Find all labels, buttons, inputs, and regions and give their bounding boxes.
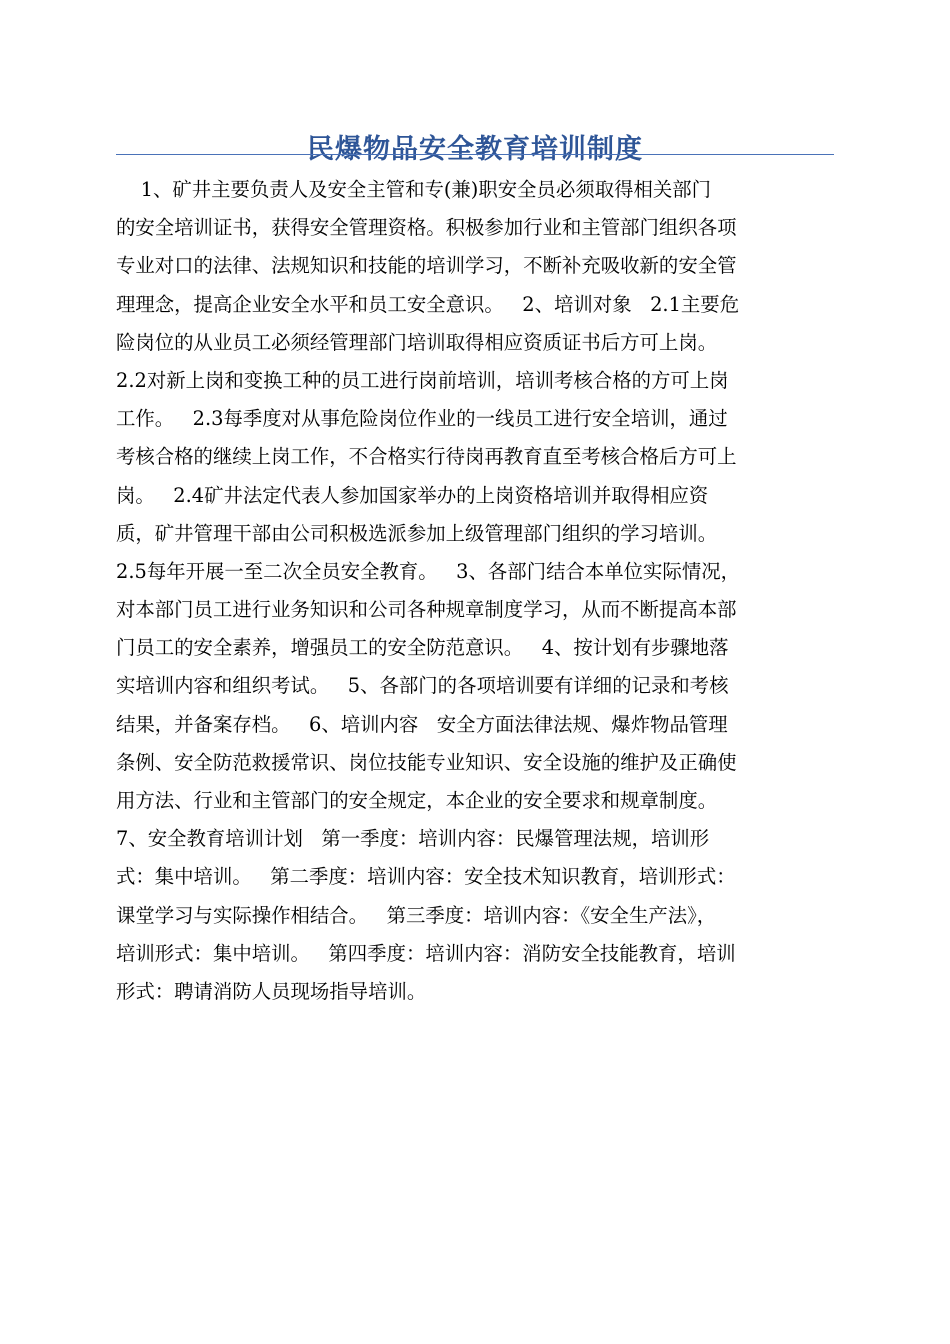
- body-line: 2.2对新上岗和变换工种的员工进行岗前培训，培训考核合格的方可上岗: [116, 368, 729, 392]
- document-title: 民爆物品安全教育培训制度: [307, 134, 643, 166]
- body-line: 条例、安全防范救援常识、岗位技能专业知识、安全设施的维护及正确使: [116, 750, 737, 774]
- body-line: 险岗位的从业员工必须经管理部门培训取得相应资质证书后方可上岗。: [116, 330, 718, 354]
- body-line: 对本部门员工进行业务知识和公司各种规章制度学习，从而不断提高本部: [116, 598, 737, 622]
- body-line: 理理念，提高企业安全水平和员工安全意识。 2、培训对象 2.1主要危: [116, 292, 740, 316]
- body-line: 考核合格的继续上岗工作，不合格实行待岗再教育直至考核合格后方可上: [116, 445, 737, 469]
- body-line: 的安全培训证书，获得安全管理资格。积极参加行业和主管部门组织各项: [116, 216, 737, 240]
- body-line: 质，矿井管理干部由公司积极选派参加上级管理部门组织的学习培训。: [116, 521, 718, 545]
- body-line: 1、矿井主要负责人及安全主管和专(兼)职安全员必须取得相关部门: [116, 178, 712, 201]
- body-line: 结果，并备案存档。 6、培训内容 安全方面法律法规、爆炸物品管理: [116, 712, 728, 736]
- body-line: 门员工的安全素养，增强员工的安全防范意识。 4、按计划有步骤地落: [116, 636, 729, 660]
- body-line: 2.5每年开展一至二次全员安全教育。 3、各部门结合本单位实际情况，: [116, 559, 740, 583]
- body-line: 用方法、行业和主管部门的安全规定，本企业的安全要求和规章制度。: [116, 789, 718, 812]
- body-line: 式：集中培训。 第二季度：培训内容：安全技术知识教育，培训形式：: [116, 865, 736, 889]
- document-body: [116, 171, 834, 1011]
- body-line: 专业对口的法律、法规知识和技能的培训学习，不断补充吸收新的安全管: [116, 254, 737, 278]
- body-line: 岗。 2.4矿井法定代表人参加国家举办的上岗资格培训并取得相应资: [116, 483, 709, 507]
- body-line: 工作。 2.3每季度对从事危险岗位作业的一线员工进行安全培训，通过: [116, 407, 728, 431]
- body-line: 实培训内容和组织考试。 5、各部门的各项培训要有详细的记录和考核: [116, 674, 729, 698]
- body-line: 培训形式：集中培训。 第四季度：培训内容：消防安全技能教育，培训: [116, 941, 736, 965]
- title-underline: [116, 154, 834, 155]
- body-line: 课堂学习与实际操作相结合。 第三季度：培训内容：《安全生产法》，: [116, 903, 717, 927]
- body-line: 7、安全教育培训计划 第一季度：培训内容：民爆管理法规，培训形: [116, 827, 710, 851]
- body-line: 形式：聘请消防人员现场指导培训。: [116, 979, 427, 1003]
